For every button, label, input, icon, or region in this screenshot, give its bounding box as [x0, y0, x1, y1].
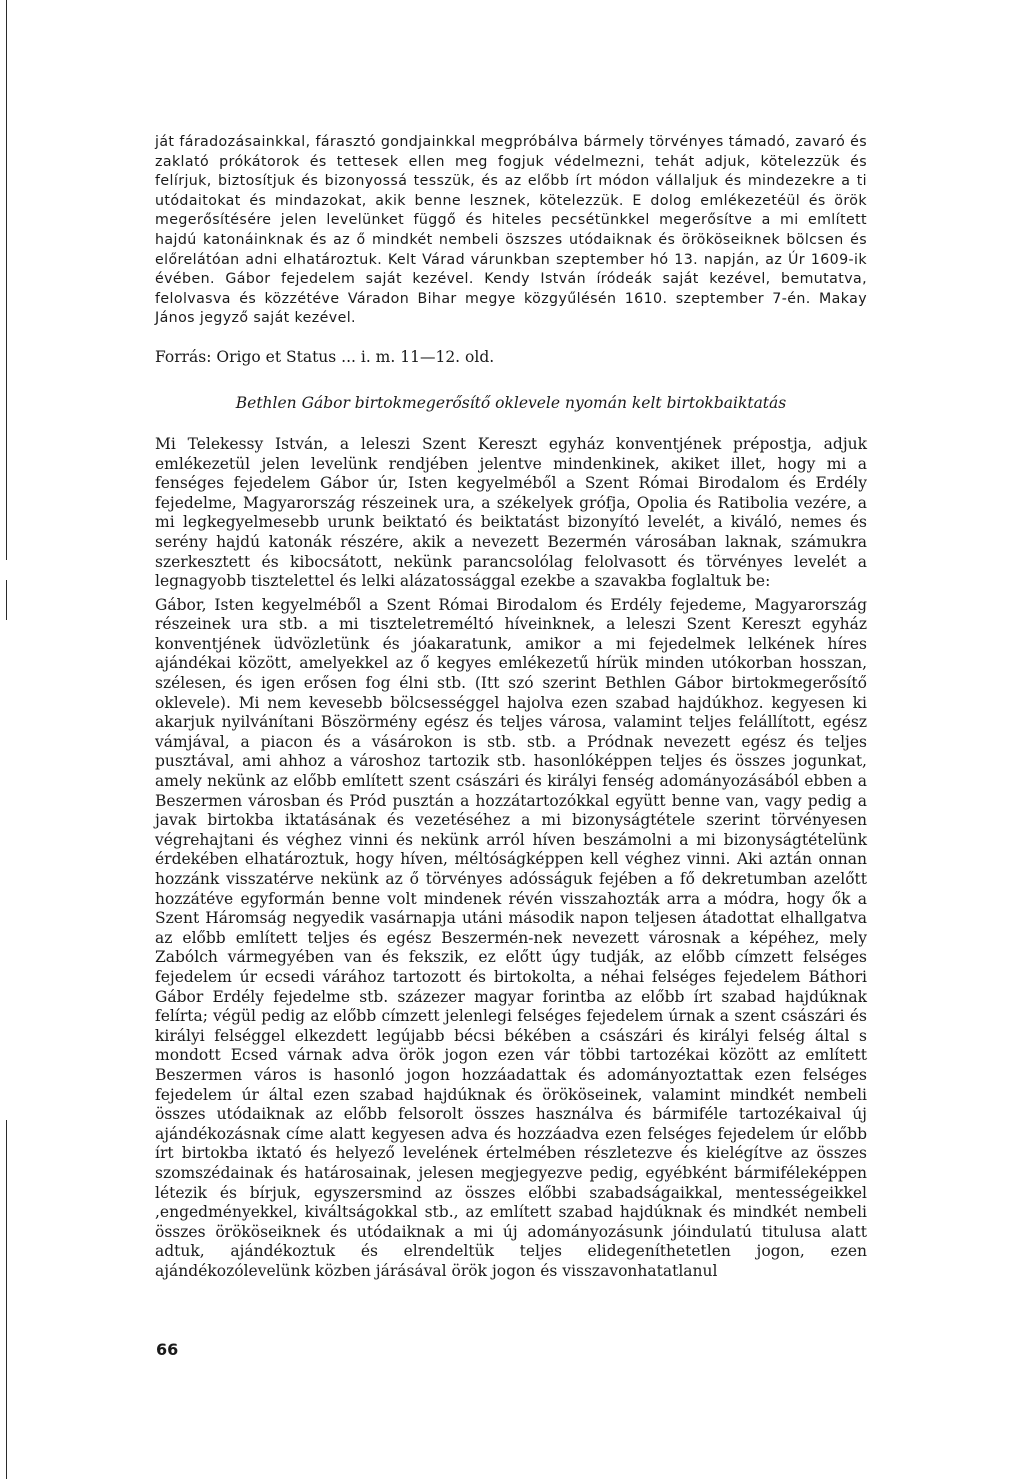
paragraph-charter-ending: ját fáradozásainkkal, fárasztó gondjainkkal megpróbálva bármely törvényes támadó, zavaró és zaklató prókátorok és tettesek ellen meg fogjuk védelmezni, tehát adjuk, kötelezzük és felírjuk, biztosítjuk és bizonyossá tesszük, és az előbb írt módon vállaljuk és mindezekre a ti utódaitokat és mindazokat, akik benne lesznek, kötelezzük. E dolog emlékezetéül és örök megerősítésére jelen levelünket függő és hiteles pecsétünkkel megerősítve a mi említett hajdú katonáinknak és az ő mindkét nembeli öszszes utódaiknak és örököseiknek bölcsen és előrelátóan adni elhatároztuk. Kelt Várad várunkban szeptember hó 13. napján, az Úr 1609-ik évében. Gábor fejedelem saját kezével. Kendy István íródeák saját kezével, bemutatva, felolvasva és közzétéve Váradon Bihar megye közgyűlésén 1610. szeptember 7-én. Makay János jegyző saját kezével. — [155, 134, 867, 327]
paragraph-introduction: Mi Telekessy István, a leleszi Szent Kereszt egyház konventjének prépostja, adjuk emlékezetül jelen levelünk rendjében jelentve mindenkinek, akiket illet, hogy mi a fenséges fejedelem Gábor úr, Isten kegyelméből a Szent Római Birodalom és Erdély fejedelme, Magyarország részeinek ura, a székelyek grófja, Opolia és Ratibolia vezére, a mi legkegyelmesebb urunk beiktató és beiktatást bizonyító levelét, a kiváló, nemes és serény hajdú katonák részére, akik a nevezett Bezermén városában laknak, számukra szerkesztett és kibocsátott, nekünk parancsolólag felolvasott és törvényes levelét a legnagyobb tisztelettel és lelki alázatossággal ezekbe a szavakba foglaltuk be: — [155, 434, 867, 591]
left-scan-edge — [6, 0, 7, 560]
page-number: 66 — [156, 1340, 179, 1359]
section-heading: Bethlen Gábor birtokmegerősítő oklevele nyomán kelt birtokbaiktatás — [235, 393, 787, 412]
source-citation: Forrás: Origo et Status ... i. m. 11—12. old. — [155, 347, 495, 366]
left-scan-mark — [6, 580, 7, 620]
paragraph-charter-text: Gábor, Isten kegyelméből a Szent Római Birodalom és Erdély fejedeme, Magyarország részeinek ura stb. a mi tiszteletreméltó híveinknek, a leleszi Szent Kereszt egyház konventjének üdvözletünk és jóakaratunk, amikor a mi fejedelmek lelkének híres ajándékai között, amelyekkel az ő kegyes emlékezetű hírük minden utókorban hosszan, szélesen, és igen erősen fog élni stb. (Itt szó szerint Bethlen Gábor birtokmegerősítő oklevele). Mi nem kevesebb bölcsességgel hajolva ezen szabad hajdúkhoz. kegyesen ki akarjuk nyilvánítani Böszörmény egész és teljes városa, valamint teljes felállított, egész vámjával, a piacon és a vásárokon is stb. stb. a Pródnak nevezett egész és teljes pusztával, ami ahhoz a városhoz tartozik stb. hasonlóképpen teljes és összes jogunkat, amely nekünk az előbb említett szent császári és királyi fenség adományozásából ebben a Beszermen városban és Pród pusztán a hozzátartozókkal együtt benne van, vagy pedig a javak birtokba iktatásának és vezetéséhez a mi bizonyságtétele szerint törvényesen végrehajtani és véghez vinni és nekünk arról híven beszámolni a mi bizonyságtételünk érdekében elhatároztuk, hogy híven, méltóságképpen kell véghez vinni. Aki aztán onnan hozzánk visszatérve nekünk az ő törvényes adósságuk fejében a fő dekretumban azelőtt hozzátéve egyformán benne volt mindenek révén visszahozták arra a módra, hogy ők a Szent Háromság negyedik vasárnapja utáni második napon teljesen átadottat elhallgatva az előbb említett teljes és egész Beszermén-nek nevezett városnak a képéhez, mely Zabólch vármegyében van és fekszik, ez előtt úgy tudják, az előbb címzett felséges fejedelem úr ecsedi várához tartozott és birtokolta, a néhai felséges fejedelem Báthori Gábor Erdély fejedelme stb. százezer magyar forintba az előbb írt szabad hajdúknak felírta; végül pedig az előbb címzett jelenlegi felséges fejedelem úrnak a szent császári és királyi felséggel elkezdett legújabb bécsi békében a császári és királyi felség által s mondott Ecsed várnak adva örök jogon ezen vár többi tartozékai között az említett Beszermen város is hasonló jogon hozzáadattak és adományoztattak ezen felséges fejedelem úr által ezen szabad hajdúknak és örököseinek, valamint mindkét nembeli összes utódaiknak az előbb felsorolt összes használva és bármiféle tartozékaival új ajándékozásnak címe alatt kegyesen adva és hozzáadva ezen felséges fejedelem úr előbb írt birtokba iktató és helyező levelének értelmében részletezve és kielégítve az összes szomszédainak és határosainak, jelesen megjegyezve pedig, egyébként bármiféleképpen létezik és bírjuk, egyszersmind az összes előbbi szabadságaikkal, mentességeikkel ,engedményekkel, kiváltságokkal stb., az említett szabad hajdúknak és mindkét nembeli összes örököseiknek és utódaiknak a mi új adományozásunk jóindulatú titulusa alatt adtuk, ajándékoztuk és elrendeltük teljes elidegeníthetetlen jogon, ezen ajándékozólevelünk közben járásával örök jogon és visszavonhatatlanul — [155, 595, 867, 1280]
page-body — [155, 133, 867, 1281]
left-scan-edge-lower — [6, 1120, 7, 1479]
